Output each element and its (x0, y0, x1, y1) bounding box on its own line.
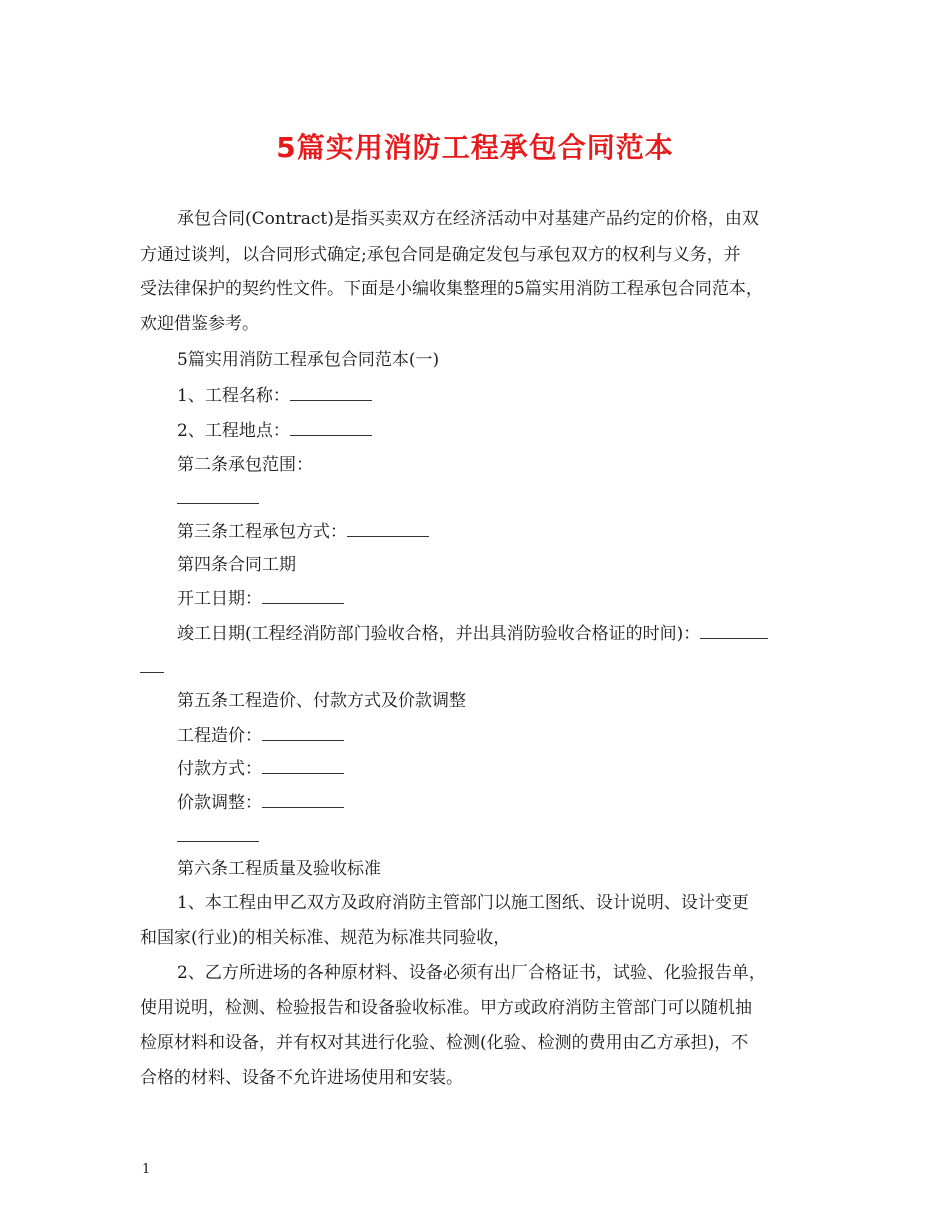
page-number: 1 (142, 1162, 151, 1177)
clause2-line-3: 检原材料和设备，并有权对其进行化验、检测(化验、检测的费用由乙方承担)，不 (140, 1033, 749, 1053)
method-label: 第三条工程承包方式： (177, 522, 347, 542)
quality-heading: 第六条工程质量及验收标准 (177, 859, 381, 879)
scope-blank (177, 488, 259, 504)
payment-label: 付款方式： (177, 759, 262, 779)
term-heading: 第四条合同工期 (177, 555, 296, 575)
method-blank (347, 521, 429, 537)
intro-line-4: 欢迎借鉴参考。 (140, 314, 259, 334)
payment-row (177, 758, 344, 780)
project-name-label: 1、工程名称： (177, 386, 290, 406)
project-location-row (177, 420, 372, 442)
adjustment-label: 价款调整： (177, 793, 262, 813)
project-location-blank (290, 420, 372, 436)
clause1-line-2: 和国家(行业)的相关标准、规范为标准共同验收， (140, 928, 511, 948)
clause2-line-4: 合格的材料、设备不允许进场使用和安装。 (140, 1068, 463, 1088)
adjustment-blank-row (177, 826, 259, 848)
start-date-blank (262, 588, 344, 604)
price-terms-heading: 第五条工程造价、付款方式及价款调整 (177, 691, 466, 711)
clause2-line-2: 使用说明，检测、检验报告和设备验收标准。甲方或政府消防主管部门可以随机抽 (140, 998, 752, 1018)
intro-line-1: 承包合同(Contract)是指买卖双方在经济活动中对基建产品约定的价格，由双 (177, 209, 759, 229)
scope-blank-row (177, 488, 259, 510)
adjustment-blank (262, 792, 344, 808)
completion-date-blank-cont (140, 657, 164, 679)
completion-date-blank (700, 623, 768, 639)
adjustment-blank-2 (177, 826, 259, 842)
start-date-row (177, 588, 344, 610)
project-name-blank (290, 385, 372, 401)
adjustment-row (177, 792, 344, 814)
completion-date-blank-2 (140, 657, 164, 673)
document-title: 5篇实用消防工程承包合同范本 (276, 131, 674, 164)
payment-blank (262, 758, 344, 774)
intro-line-3: 受法律保护的契约性文件。下面是小编收集整理的5篇实用消防工程承包合同范本， (140, 279, 763, 299)
completion-date-row (177, 623, 768, 645)
completion-date-label: 竣工日期(工程经消防部门验收合格，并出具消防验收合格证的时间)： (177, 624, 701, 644)
intro-line-2: 方通过谈判，以合同形式确定;承包合同是确定发包与承包双方的权利与义务，并 (140, 245, 741, 265)
section-title: 5篇实用消防工程承包合同范本(一) (177, 350, 440, 370)
clause1-line-1: 1、本工程由甲乙双方及政府消防主管部门以施工图纸、设计说明、设计变更 (177, 893, 749, 913)
price-blank (262, 725, 344, 741)
project-location-label: 2、工程地点： (177, 421, 290, 441)
price-row (177, 725, 344, 747)
price-label: 工程造价： (177, 726, 262, 746)
scope-label: 第二条承包范围： (177, 455, 313, 475)
clause2-line-1: 2、乙方所进场的各种原材料、设备必须有出厂合格证书，试验、化验报告单， (177, 963, 766, 983)
method-row (177, 521, 429, 543)
start-date-label: 开工日期： (177, 589, 262, 609)
project-name-row (177, 385, 372, 407)
